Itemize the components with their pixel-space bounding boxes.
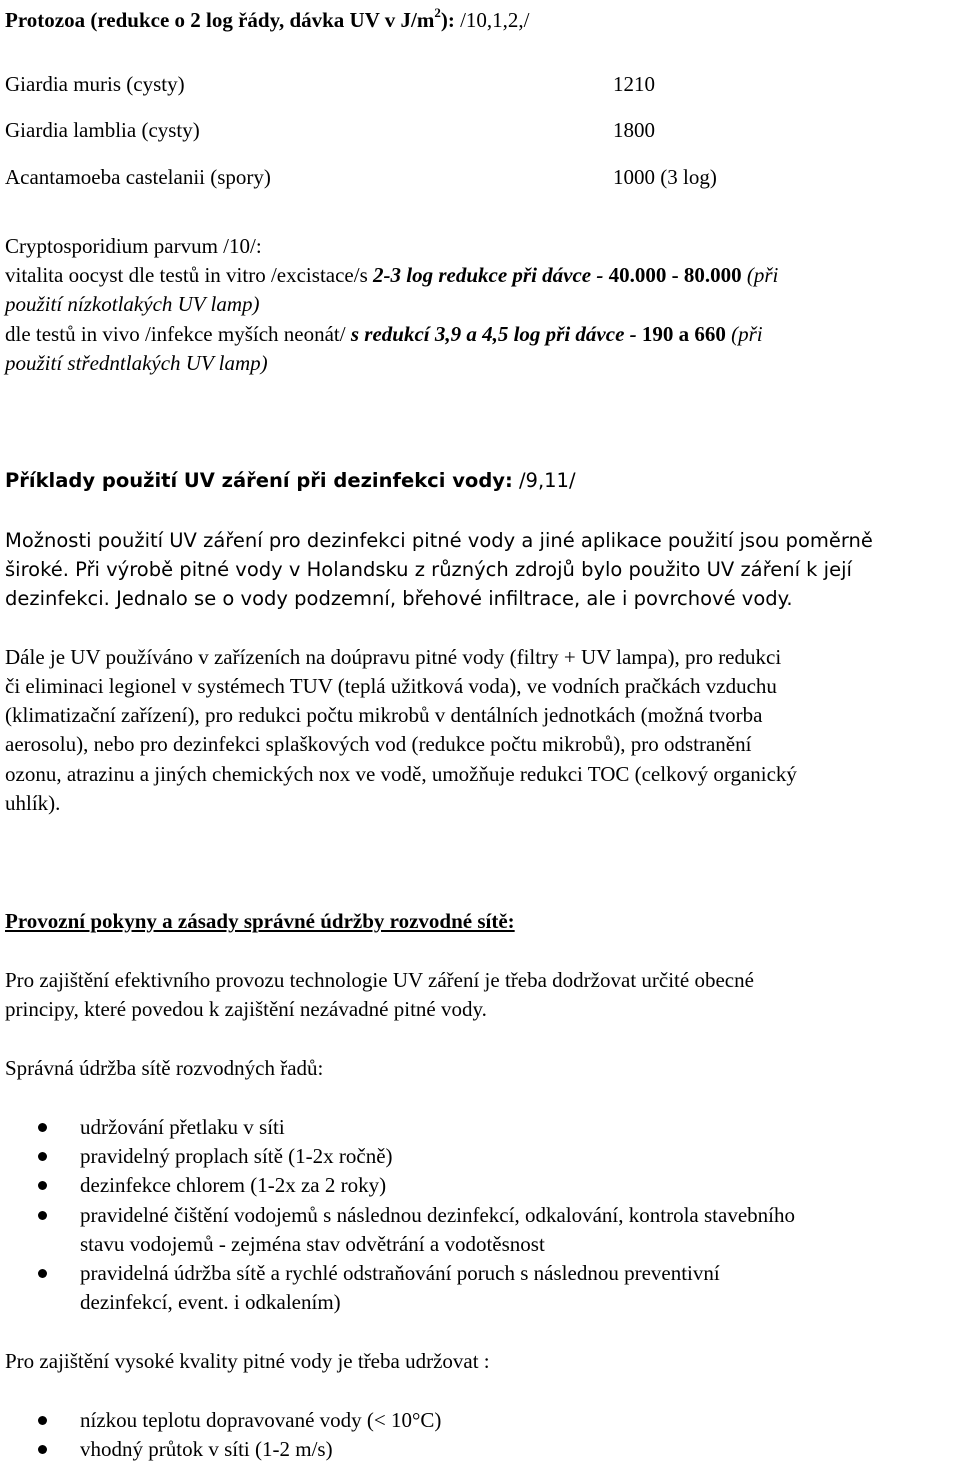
- paragraph-line: ozonu, atrazinu a jiných chemických nox ve vodě, umožňuje redukci TOC (celkový organický: [5, 762, 797, 786]
- crypto-emphasis: s redukcí 3,9 a 4,5 log při dávce -: [350, 322, 637, 346]
- protozoa-heading-close: ):: [440, 8, 455, 32]
- paragraph-line: (klimatizační zařízení), pro redukci počtu mikrobů v dentálních jednotkách (možná tvorba: [5, 703, 763, 727]
- paragraph-line: široké. Při výrobě pitné vody v Holandsku z různých zdrojů bylo použito UV záření k její: [5, 558, 852, 581]
- bullet-icon: [38, 1123, 47, 1132]
- bullet-icon: [38, 1269, 47, 1278]
- crypto-dose: 40.000 - 80.000: [603, 263, 742, 287]
- paragraph-line: Pro zajištění efektivního provozu technologie UV záření je třeba dodržovat určité obecné: [5, 968, 754, 992]
- crypto-text: vitalita oocyst dle testů in vitro /excistace/s: [5, 263, 373, 287]
- paragraph-line: Možnosti použití UV záření pro dezinfekci pitné vody a jiné aplikace použití jsou poměrně: [5, 529, 873, 552]
- organism-dose: 1210: [613, 72, 655, 96]
- protozoa-heading: [5, 6, 530, 35]
- crypto-line-4: použití středntlakých UV lamp): [5, 351, 268, 375]
- crypto-line-3: [5, 320, 763, 349]
- crypto-title: Cryptosporidium parvum /10/:: [5, 234, 262, 258]
- organism-dose: 1000 (3 log): [613, 165, 717, 189]
- crypto-emphasis: 2-3 log redukce při dávce -: [373, 263, 604, 287]
- list-item-text: pravidelné čištění vodojemů s následnou dezinfekcí, odkalování, kontrola stavebního: [80, 1203, 795, 1227]
- paragraph-line: Dále je UV používáno v zařízeních na doúpravu pitné vody (filtry + UV lampa), pro redukci: [5, 645, 782, 669]
- bullet-icon: [38, 1445, 47, 1454]
- paragraph-line: či eliminaci legionel v systémech TUV (teplá užitková voda), ve vodních pračkách vzduchu: [5, 674, 777, 698]
- paragraph-line: aerosolu), nebo pro dezinfekci splaškových vod (redukce počtu mikrobů), pro odstranění: [5, 732, 752, 756]
- list-item-text: nízkou teplotu dopravované vody (< 10°C): [80, 1408, 442, 1432]
- paragraph-line: principy, které povedou k zajištění nezávadné pitné vody.: [5, 997, 487, 1021]
- crypto-text: dle testů in vivo /infekce myších neonát/: [5, 322, 351, 346]
- paragraph-line: dezinfekci. Jednalo se o vody podzemní, břehové infiltrace, ale i povrchové vody.: [5, 587, 793, 610]
- list-item-text: udržování přetlaku v síti: [80, 1115, 285, 1139]
- crypto-line-1: [5, 261, 778, 290]
- list-item-text: pravidelný proplach sítě (1-2x ročně): [80, 1144, 393, 1168]
- protozoa-heading-ref: /10,1,2,/: [454, 8, 530, 32]
- organism-dose: 1800: [613, 118, 655, 142]
- quality-heading: Pro zajištění vysoké kvality pitné vody je třeba udržovat :: [5, 1349, 490, 1373]
- examples-heading-ref: /9,11/: [512, 469, 576, 492]
- list-item-text: dezinfekce chlorem (1-2x za 2 roky): [80, 1173, 387, 1197]
- crypto-note: (při: [741, 263, 779, 287]
- examples-heading-text: Příklady použití UV záření při dezinfekci vody:: [5, 469, 513, 492]
- list-item-text: stavu vodojemů - zejména stav odvětrání a vodotěsnost: [80, 1232, 545, 1256]
- organism-name: Acantamoeba castelanii (spory): [5, 165, 271, 189]
- bullet-icon: [38, 1152, 47, 1161]
- bullet-icon: [38, 1211, 47, 1220]
- bullet-icon: [38, 1181, 47, 1190]
- crypto-note: (při: [725, 322, 763, 346]
- crypto-dose: 190 a 660: [636, 322, 726, 346]
- list-item-text: dezinfekcí, event. i odkalením): [80, 1290, 341, 1314]
- operation-heading: Provozní pokyny a zásady správné údržby rozvodné sítě:: [5, 909, 515, 933]
- organism-name: Giardia muris (cysty): [5, 72, 185, 96]
- protozoa-heading-superscript: 2: [434, 5, 441, 20]
- list-item-text: vhodný průtok v síti (1-2 m/s): [80, 1437, 333, 1461]
- bullet-icon: [38, 1416, 47, 1425]
- organism-name: Giardia lamblia (cysty): [5, 118, 200, 142]
- examples-heading: [5, 466, 576, 495]
- crypto-line-2: použití nízkotlakých UV lamp): [5, 292, 260, 316]
- protozoa-heading-text: Protozoa (redukce o 2 log řády, dávka UV v J/m: [5, 8, 435, 32]
- paragraph-line: uhlík).: [5, 791, 61, 815]
- maintenance-heading: Správná údržba sítě rozvodných řadů:: [5, 1056, 324, 1080]
- list-item-text: pravidelná údržba sítě a rychlé odstraňování poruch s následnou preventivní: [80, 1261, 720, 1285]
